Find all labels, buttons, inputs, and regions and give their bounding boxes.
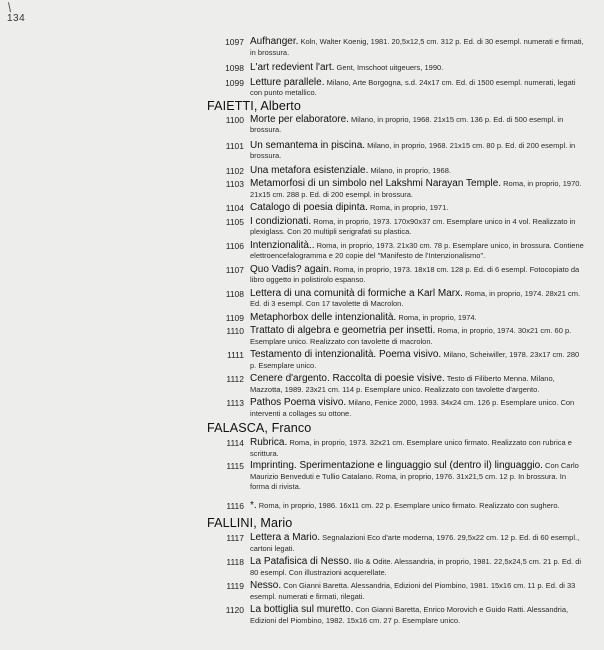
entry-body (250, 397, 584, 419)
entry-description: Testo di Filiberto Menna. Milano, Mazzotta, 1989. 23x21 cm. 114 p. Esemplare unico. Realizzato con tavolette d'argento. (250, 374, 555, 394)
entry-title: Una metafora esistenziale. (250, 164, 369, 176)
entry-body (250, 460, 584, 493)
entry-description: Roma, in proprio, 1986. 16x11 cm. 22 p. Esemplare unico firmato. Realizzato con sughero. (258, 500, 560, 510)
entry-number: 1112 (226, 374, 244, 384)
entry-title: Pathos Poema visivo. (250, 397, 347, 408)
entry-description: Con Gianni Baretta, Enrico Morovich e Guido Ratti. Alessandria, Edizioni del Piombino, 1982. 15x16 cm. 27 p. Esemplare unico. (250, 605, 569, 625)
catalogue-entry (0, 532, 604, 554)
catalogue-entry (0, 460, 604, 493)
catalogue-entry (0, 77, 604, 99)
entry-body (250, 288, 584, 310)
entry-body (250, 264, 584, 286)
entry-number: 1099 (225, 77, 244, 88)
catalogue-entry (0, 580, 604, 602)
entry-title: *. (250, 499, 257, 511)
entry-title: Letture parallele. (250, 76, 325, 88)
entry-number: 1119 (226, 581, 244, 591)
entry-number: 1113 (226, 398, 244, 408)
entry-title: La Patafisica di Nesso. (250, 556, 352, 567)
entry-description: Milano, Arte Borgogna, s.d. 24x17 cm. Ed. di 1500 esempl. numerati, legati con punto metallico. (250, 77, 576, 97)
entry-number: 1109 (225, 312, 244, 323)
entry-description: Con Gianni Baretta. Alessandria, Edizioni del Piombino, 1981. 15x16 cm. 11 p. Ed. di 33 esempl. numerati e firmati, rilegati. (250, 581, 576, 601)
entry-description: Milano, in proprio, 1968. 21x15 cm. 80 p. Ed. di 200 esempl. in brossura. (250, 140, 576, 160)
entry-number: 1116 (226, 500, 244, 511)
entry-title: Metaphorbox delle intenzionalità. (250, 311, 397, 323)
entry-description: Roma, in proprio, 1970. 21x15 cm. 288 p. Ed. di 200 esempl. in brossura. (250, 179, 582, 199)
entry-description: Roma, in proprio, 1974. 28x21 cm. Ed. di 3 esempl. Con 17 tavolette di Macrolon. (250, 288, 581, 308)
entry-title: Lettera di una comunità di formiche a Karl Marx. (250, 287, 463, 299)
entry-number: 1120 (225, 605, 244, 615)
entry-body (250, 202, 584, 214)
entry-title: Testamento di intenzionalità. Poema visivo. (250, 349, 442, 360)
entry-description: Milano, in proprio, 1968. (370, 165, 451, 175)
entry-number: 1117 (226, 533, 244, 543)
catalogue-entry (0, 312, 604, 324)
catalogue-list (0, 36, 604, 626)
entry-body (250, 500, 584, 512)
catalogue-entry (0, 202, 604, 214)
catalogue-entry (0, 349, 604, 371)
entry-title: Nesso. (250, 580, 282, 591)
entry-number: 1104 (225, 203, 244, 213)
entry-number: 1114 (226, 438, 244, 448)
entry-title: Intenzionalità.. (250, 239, 315, 251)
entry-body (250, 312, 584, 324)
catalogue-entry (0, 178, 604, 200)
entry-title: Rubrica. (250, 437, 288, 448)
catalogue-entry (0, 114, 604, 136)
pen-mark (8, 2, 13, 12)
entry-description: Illo & Odite. Alessandria, in proprio, 1981. 22,5x24,5 cm. 21 p. Ed. di 80 esempl. Con illustrazioni acquerellate. (250, 557, 582, 577)
entry-number: 1100 (225, 114, 244, 125)
entry-number: 1111 (226, 350, 244, 360)
entry-body (250, 349, 584, 371)
catalogue-entry (0, 264, 604, 286)
entry-title: Metamorfosi di un simbolo nel Lakshmi Narayan Temple. (250, 178, 502, 189)
catalogue-entry (0, 240, 604, 262)
entry-description: Roma, in proprio, 1974. (398, 312, 477, 322)
entry-description: Roma, in proprio, 1974. 30x21 cm. 60 p. Esemplare unico. Realizzato con tavolette di macrolon. (250, 326, 572, 346)
entry-title: Lettera a Mario. (250, 532, 321, 543)
entry-body (250, 437, 584, 459)
entry-title: Quo Vadis? again. (250, 263, 332, 275)
entry-title: Morte per elaboratore. (250, 113, 349, 125)
entry-title: Imprinting. Sperimentazione e linguaggio sul (dentro il) linguaggio. (250, 460, 543, 471)
entry-description: Roma, in proprio, 1973. 21x30 cm. 78 p. Esemplare unico, in brossura. Contiene elettroencefalogramma e 20 copie del "Manifesto de l'Intenzionalismo". (250, 240, 584, 260)
entry-number: 1115 (226, 461, 244, 471)
entry-description: Koln, Walter Koenig, 1981. 20,5x12,5 cm. 312 p. Ed. di 30 esempl. numerati e firmati, in brossura. (250, 37, 584, 57)
catalogue-entry (0, 165, 604, 177)
entry-description: Roma, in proprio, 1971. (369, 203, 449, 212)
entry-body (250, 532, 584, 554)
entry-title: La bottiglia sul muretto. (250, 604, 354, 615)
entry-title: L'art redevient l'art. (250, 62, 335, 73)
entry-body (250, 240, 584, 262)
entry-title: Trattato di algebra e geometria per insetti. (250, 325, 436, 336)
entry-body (250, 165, 584, 177)
entry-body (250, 373, 584, 395)
author-heading: FALLINI, Mario (207, 516, 293, 530)
catalogue-entry (0, 288, 604, 310)
entry-title: Un semantema in piscina. (250, 139, 366, 151)
catalogue-entry (0, 437, 604, 459)
entry-title: I condizionati. (250, 215, 312, 227)
entry-body (250, 36, 584, 58)
catalogue-entry (0, 397, 604, 419)
entry-number: 1107 (225, 264, 244, 275)
entry-title: Aufhanger. (250, 36, 299, 47)
catalogue-entry (0, 604, 604, 626)
entry-number: 1106 (225, 240, 244, 251)
entry-body (250, 77, 584, 99)
page-number: 134 (7, 13, 26, 24)
catalogue-entry (0, 36, 604, 58)
author-heading: FAIETTI, Alberto (207, 98, 301, 113)
entry-description: Roma, in proprio, 1973. 170x90x37 cm. Esemplare unico in 4 vol. Realizzato in plexiglass. Con 20 multipli serigrafati su plastica. (250, 216, 576, 236)
entry-body (250, 178, 584, 200)
entry-description: Roma, in proprio, 1973. 18x18 cm. 128 p. Ed. di 6 esempl. Fotocopiato da libro oggetto in polistirolo espanso. (250, 264, 580, 284)
entry-title: Cenere d'argento. Raccolta di poesie visive. (250, 373, 445, 384)
entry-description: Milano, Scheiwiller, 1978. 23x17 cm. 280 p. Esemplare unico. (250, 350, 580, 370)
entry-title: Catalogo di poesia dipinta. (250, 202, 368, 213)
entry-description: Roma, in proprio, 1973. 32x21 cm. Esemplare unico firmato. Realizzato con rubrica e scrittura. (250, 438, 572, 458)
entry-body (250, 62, 584, 74)
entry-number: 1108 (225, 288, 244, 299)
entry-number: 1097 (225, 37, 244, 47)
entry-number: 1101 (225, 140, 244, 151)
entry-body (250, 114, 584, 136)
entry-description: Milano, Fenice 2000, 1993. 34x24 cm. 126 p. Esemplare unico. Con interventi a collages su ottone. (250, 398, 575, 418)
catalogue-entry (0, 62, 604, 74)
entry-body (250, 216, 584, 238)
entry-number: 1102 (225, 165, 244, 176)
entry-description: Con Carlo Maurizio Benveduti e Tullio Catalano. Roma, in proprio, 1976. 31x21,5 cm. 12 p. In brossura. In forma di rivista. (250, 461, 579, 491)
catalogue-entry (0, 325, 604, 347)
entry-number: 1103 (225, 179, 244, 189)
catalogue-entry (0, 140, 604, 162)
catalogue-entry (0, 500, 604, 512)
entry-body (250, 140, 584, 162)
entry-description: Gent, Imschoot uitgeuers, 1990. (336, 63, 444, 72)
catalogue-entry (0, 373, 604, 395)
entry-number: 1105 (225, 216, 244, 227)
entry-number: 1110 (226, 326, 244, 336)
entry-description: Milano, in proprio, 1968. 21x15 cm. 136 p. Ed. di 500 esempl. in brossura. (250, 114, 564, 134)
entry-description: Segnalazioni Eco d'arte moderna, 1976. 29,5x22 cm. 12 p. Ed. di 60 esempl., cartoni legati. (250, 533, 580, 553)
entry-body (250, 325, 584, 347)
entry-body (250, 580, 584, 602)
entry-number: 1098 (225, 63, 244, 73)
catalogue-entry (0, 556, 604, 578)
entry-number: 1118 (226, 557, 244, 567)
author-heading: FALASCA, Franco (207, 421, 312, 435)
catalogue-entry (0, 216, 604, 238)
entry-body (250, 604, 584, 626)
entry-body (250, 556, 584, 578)
